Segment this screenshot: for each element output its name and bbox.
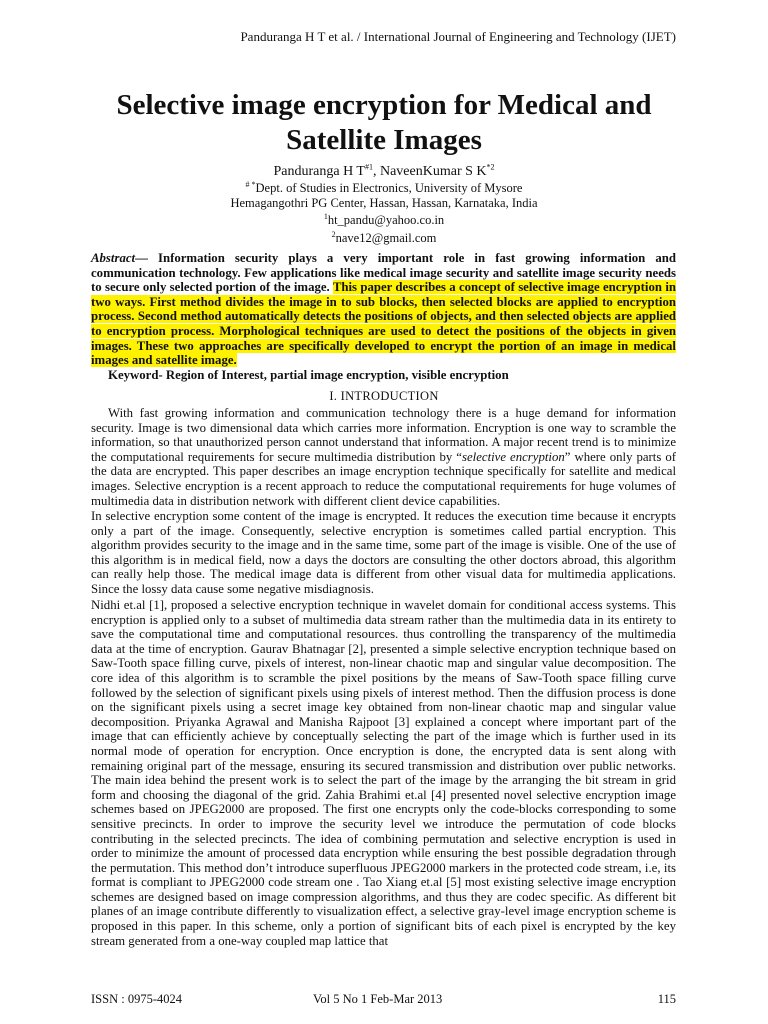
author-separator: ,	[372, 164, 380, 179]
keywords: Keyword- Region of Interest, partial image encryption, visible encryption	[108, 368, 509, 382]
footer-volume: Vol 5 No 1 Feb-Mar 2013	[313, 992, 443, 1006]
abstract	[91, 251, 676, 368]
author-2: NaveenKumar S K	[379, 164, 487, 179]
email-2	[80, 231, 688, 246]
author-1-sup: #1	[364, 162, 373, 172]
paragraph-1	[91, 406, 676, 508]
email-1-text: ht_pandu@yahoo.co.in	[327, 213, 445, 227]
affiliation-dept: Dept. of Studies in Electronics, University of Mysore	[255, 181, 523, 195]
paragraph-1-text-b: ” where only parts of the data are encrypted. This paper describes an image encryption technique specifically for satellite and medical images. Selective encryption is a recent approach to reduce the computational requirements for huge volumes of multimedia data in distribution network with different client device capabilities.	[91, 449, 676, 508]
author-line	[80, 164, 688, 180]
email-1-sup: 1	[323, 211, 328, 221]
author-2-sup: *2	[486, 162, 495, 172]
paragraph-1-emphasis: selective encryption	[462, 449, 565, 464]
email-1	[80, 213, 688, 228]
paragraph-2: In selective encryption some content of the image is encrypted. It reduces the execution time because it encrypts only a part of the image. Consequently, selective encryption is sometimes called partial encryption. This algorithm provides security to the image and in the same time, some part of the image is visible. One of the use of this algorithm is in medical field, now a days the doctors are consulting the other doctors abroad, this algorithm can really help those. The medical image data is different from other visual data for multimedia applications. Since the lossy data cause some negative misdiagnosis.	[91, 509, 676, 596]
paper-title: Selective image encryption for Medical and Satellite Images	[116, 89, 652, 156]
affiliation-line-2: Hemagangothri PG Center, Hassan, Hassan, Karnataka, India	[230, 196, 538, 210]
footer-page-number: 115	[657, 992, 676, 1006]
affiliation-sup: # *	[245, 179, 256, 189]
paragraph-1-text-a: With fast growing information and communication technology there is a huge demand for information security. Image is two dimensional data which carries more information. Encryption is one way to scramble the information, so that unauthorized person cannot understand that information. A major recent trend is to minimize the computational requirements for secure multimedia distribution by “	[91, 406, 676, 464]
email-2-text: nave12@gmail.com	[335, 231, 437, 245]
affiliation-line-1	[80, 181, 688, 196]
abstract-plain-text: Information security plays a very important role in fast growing information and communication technology. Few applications like medical image security and satellite image security needs to secure only selected portion of the image.	[91, 251, 676, 295]
running-header: Panduranga H T et al. / International Journal of Engineering and Technology (IJET)	[240, 29, 676, 44]
abstract-dash: —	[135, 251, 158, 265]
footer-issn: ISSN : 0975-4024	[91, 992, 182, 1006]
paragraph-3: Nidhi et.al [1], proposed a selective encryption technique in wavelet domain for conditional access systems. This encryption is applied only to a subset of multimedia data stream rather than the multimedia data in its entirety to save the computational time and computational resources. thus controlling the transparency of the multimedia data at the time of encryption. Gaurav Bhatnagar [2], presented a simple selective encryption technique based on Saw-Tooth space filling curve, pixels of interest, non-linear chaotic map and singular value decomposition. The core idea of this algorithm is to scramble the pixel positions by the means of Saw-Tooth space filling curve followed by the selection of significant pixels using pixels of interest method. Then the diffusion process is done on the significant pixels using a secret image key obtained from non-linear chaotic map and singular value decomposition. Priyanka Agrawal and Manisha Rajpoot [3] explained a concept where important part of the image that can efficiently achieve by conceptually selecting the part of the image which is further used in its normal mode of operation for encryption. Once encryption is done, the encrypted data is sent along with remaining original part of the message, ensuring its secured transmission and distribution over public networks. The main idea behind the present work is to select the part of the image by the arranging the bit stream in grid form and choosing the diagonal of the grid. Zahia Brahimi et.al [4] presented novel selective encryption image schemes based on JPEG2000 are proposed. The first one encrypts only the code-blocks corresponding to some sensitive precincts. In order to improve the security level we introduce the permutation of code blocks contributing in the selected precincts. The idea of combining permutation and selective encryption is used in order to minimize the amount of processed data encryption while ensuring the best possible degradation through the permutation. This method don’t introduce superfluous JPEG2000 markers in the protected code stream, i.e, its format is compliant to JPEG2000 code stream one . Tao Xiang et.al [5] most existing selective image encryption schemes are designed based on image compression algorithms, and thus they are codec specific. As different bit planes of an image contribute differently to visualization effect, a selective gray-level image encryption scheme is proposed in this paper. In this scheme, only a portion of significant bits of each pixel is encrypted by the key stream generated from a one-way coupled map lattice that	[91, 598, 676, 948]
section-heading-introduction: I. INTRODUCTION	[329, 389, 439, 403]
author-1: Panduranga H T	[273, 164, 365, 179]
abstract-lead: Abstract	[91, 251, 136, 265]
abstract-highlighted-text[interactable]: This paper describes a concept of selective image encryption in two ways. First method divides the image in to sub blocks, then selected blocks are applied to encryption process. Second method automatically detects the positions of objects, and then selected objects are applied to encryption process. Morphological techniques are used to detect the positions of the objects in given images. These two approaches are specifically developed to encrypt the portion of an image in medical images and satellite image.	[91, 280, 676, 368]
email-2-sup: 2	[331, 229, 336, 239]
